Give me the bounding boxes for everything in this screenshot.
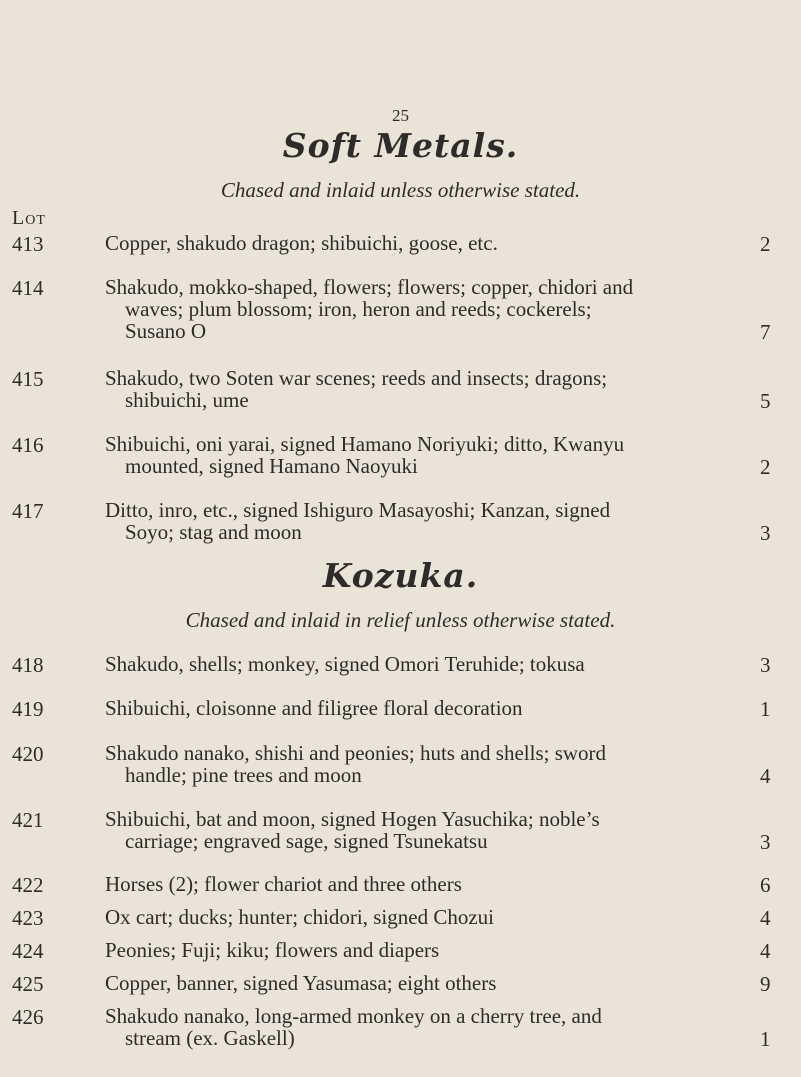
lot-number: 423	[12, 906, 44, 930]
lot-description: Ox cart; ducks; hunter; chidori, signed Chozui	[105, 905, 495, 929]
lot-number: 419	[12, 697, 44, 721]
lot-price: 1	[760, 697, 771, 721]
lot-description: Shakudo, mokko-shaped, flowers; flowers; copper, chidori and waves; plum blossom; iron, heron and reeds; cockerels; Susano O	[105, 275, 634, 343]
lot-number: 420	[12, 742, 44, 766]
lot-number: 422	[12, 873, 44, 897]
lot-price: 7	[760, 320, 771, 344]
lot-number: 426	[12, 1005, 44, 1029]
lot-description: Shibuichi, cloisonne and filigree floral decoration	[105, 696, 523, 720]
lot-price: 6	[760, 873, 771, 897]
lot-number: 415	[12, 367, 44, 391]
lot-price: 5	[760, 389, 771, 413]
section-subtitle-soft-metals: Chased and inlaid unless otherwise stated.	[220, 178, 581, 202]
lot-price: 9	[760, 972, 771, 996]
lot-description: Shakudo nanako, long-armed monkey on a cherry tree, and stream (ex. Gaskell)	[105, 1004, 602, 1050]
lot-number: 425	[12, 972, 44, 996]
lot-description: Horses (2); flower chariot and three others	[105, 872, 462, 896]
section-subtitle-kozuka: Chased and inlaid in relief unless otherwise stated.	[185, 608, 616, 632]
section-title-soft-metals: Soft Metals.	[282, 126, 519, 165]
lot-number: 416	[12, 433, 44, 457]
lot-price: 2	[760, 232, 771, 256]
lot-number: 424	[12, 939, 44, 963]
lot-price: 2	[760, 455, 771, 479]
lot-description: Shakudo, two Soten war scenes; reeds and insects; dragons; shibuichi, ume	[105, 366, 608, 412]
lot-column-header: Lot	[12, 207, 46, 229]
lot-description: Shakudo, shells; monkey, signed Omori Teruhide; tokusa	[105, 652, 585, 676]
lot-description: Copper, banner, signed Yasumasa; eight others	[105, 971, 497, 995]
lot-price: 4	[760, 939, 771, 963]
lot-number: 418	[12, 653, 44, 677]
lot-number: 414	[12, 276, 44, 300]
page-number: 25	[392, 106, 409, 125]
lot-price: 4	[760, 906, 771, 930]
lot-description: Ditto, inro, etc., signed Ishiguro Masayoshi; Kanzan, signed Soyo; stag and moon	[105, 498, 611, 544]
lot-price: 4	[760, 764, 771, 788]
lot-number: 413	[12, 232, 44, 256]
lot-number: 417	[12, 499, 44, 523]
lot-price: 3	[760, 830, 771, 854]
lot-price: 3	[760, 653, 771, 677]
lot-description: Copper, shakudo dragon; shibuichi, goose, etc.	[105, 231, 498, 255]
lot-description: Shibuichi, oni yarai, signed Hamano Noriyuki; ditto, Kwanyu mounted, signed Hamano Naoyuki	[105, 432, 625, 478]
section-title-kozuka: Kozuka.	[322, 556, 479, 595]
lot-price: 1	[760, 1027, 771, 1051]
lot-number: 421	[12, 808, 44, 832]
lot-description: Shibuichi, bat and moon, signed Hogen Yasuchika; noble’s carriage; engraved sage, signed Tsunekatsu	[105, 807, 600, 853]
lot-description: Shakudo nanako, shishi and peonies; huts and shells; sword handle; pine trees and moon	[105, 741, 607, 787]
lot-description: Peonies; Fuji; kiku; flowers and diapers	[105, 938, 440, 962]
lot-price: 3	[760, 521, 771, 545]
